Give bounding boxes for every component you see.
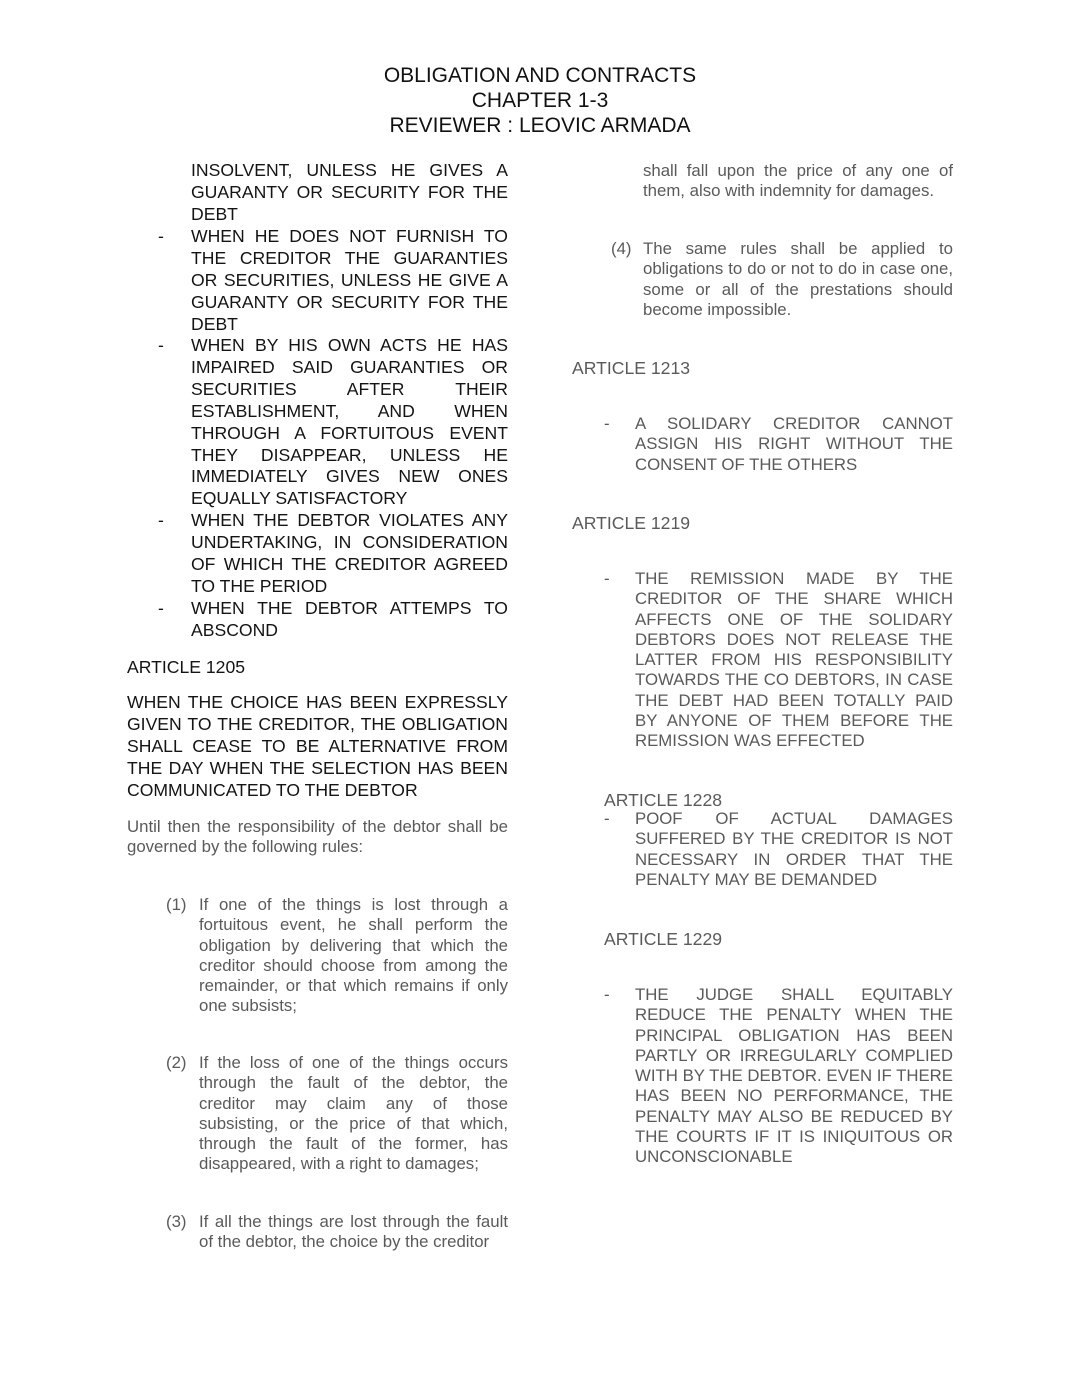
bullet-marker: - xyxy=(604,569,610,588)
list-item: WHEN THE DEBTOR VIOLATES ANY UNDERTAKING, IN CONSIDERATION OF WHICH THE CREDITOR AGREED TO THE PERIOD xyxy=(191,510,508,596)
document-title: OBLIGATION AND CONTRACTS xyxy=(383,64,697,87)
article-text: THE REMISSION MADE BY THE CREDITOR OF THE SHARE WHICH AFFECTS ONE OF THE SOLIDARY DEBTORS DOES NOT RELEASE THE LATTER FROM HIS RESPONSIBILITY TOWARDS THE CO DEBTORS, IN CASE THE DEBT HAD BEEN TOTALLY PAID BY ANYONE OF THEM BEFORE THE REMISSION WAS EFFECTED xyxy=(635,569,953,751)
bullet-marker: - xyxy=(158,226,164,246)
list-item: WHEN BY HIS OWN ACTS HE HAS IMPAIRED SAID GUARANTIES OR SECURITIES AFTER THEIR ESTABLISHMENT, AND WHEN THROUGH A FORTUITOUS EVENT THEY DISAPPEAR, UNLESS HE IMMEDIATELY GIVES NEW ONES EQUALLY SATISFACTORY xyxy=(191,335,508,509)
rule-continuation: shall fall upon the price of any one of them, also with indemnity for damages. xyxy=(643,161,953,201)
rule-number: (4) xyxy=(611,239,632,258)
reviewer-line: REVIEWER : LEOVIC ARMADA xyxy=(389,114,691,137)
article-text: THE JUDGE SHALL EQUITABLY REDUCE THE PENALTY WHEN THE PRINCIPAL OBLIGATION HAS BEEN PARTLY OR IRREGULARLY COMPLIED WITH BY THE DEBTOR. EVEN IF THERE HAS BEEN NO PERFORMANCE, THE PENALTY MAY ALSO BE REDUCED BY THE COURTS IF IT IS INIQUITOUS OR UNCONSCIONABLE xyxy=(635,985,953,1167)
article-heading: ARTICLE 1213 xyxy=(572,358,691,378)
article-text: A SOLIDARY CREDITOR CANNOT ASSIGN HIS RIGHT WITHOUT THE CONSENT OF THE OTHERS xyxy=(635,414,953,474)
intro-paragraph: Until then the responsibility of the debtor shall be governed by the following rules: xyxy=(127,817,508,857)
article-heading: ARTICLE 1205 xyxy=(127,657,246,677)
bullet-marker: - xyxy=(158,335,164,355)
continued-list-item: INSOLVENT, UNLESS HE GIVES A GUARANTY OR SECURITY FOR THE DEBT xyxy=(191,160,508,224)
rule-text: The same rules shall be applied to obligations to do or not to do in case one, some or all of the prestations should become impossible. xyxy=(643,239,953,319)
bullet-marker: - xyxy=(158,510,164,530)
article-text: WHEN THE CHOICE HAS BEEN EXPRESSLY GIVEN TO THE CREDITOR, THE OBLIGATION SHALL CEASE TO BE ALTERNATIVE FROM THE DAY WHEN THE SELECTION HAS BEEN COMMUNICATED TO THE DEBTOR xyxy=(127,692,508,800)
chapter-subtitle: CHAPTER 1-3 xyxy=(471,89,609,112)
rule-text: If all the things are lost through the fault of the debtor, the choice by the creditor xyxy=(199,1212,508,1252)
list-item: WHEN HE DOES NOT FURNISH TO THE CREDITOR THE GUARANTIES OR SECURITIES, UNLESS HE GIVE A GUARANTY OR SECURITY FOR THE DEBT xyxy=(191,226,508,334)
rule-number: (3) xyxy=(166,1212,187,1231)
rule-number: (2) xyxy=(166,1053,187,1072)
rule-text: If the loss of one of the things occurs through the fault of the debtor, the creditor may claim any of those subsisting, or the price of that which, through the fault of the former, has disappeared, with a right to damages; xyxy=(199,1053,508,1174)
bullet-marker: - xyxy=(604,985,610,1004)
article-heading: ARTICLE 1228 xyxy=(604,790,723,810)
rule-number: (1) xyxy=(166,895,187,914)
article-text: POOF OF ACTUAL DAMAGES SUFFERED BY THE CREDITOR IS NOT NECESSARY IN ORDER THAT THE PENALTY MAY BE DEMANDED xyxy=(635,809,953,889)
list-item: WHEN THE DEBTOR ATTEMPS TO ABSCOND xyxy=(191,598,508,640)
bullet-marker: - xyxy=(158,598,164,618)
article-heading: ARTICLE 1219 xyxy=(572,513,691,533)
article-heading: ARTICLE 1229 xyxy=(604,929,723,949)
bullet-marker: - xyxy=(604,414,610,433)
bullet-marker: - xyxy=(604,809,610,828)
rule-text: If one of the things is lost through a fortuitous event, he shall perform the obligation by delivering that which the creditor should choose from among the remainder, or that which remains if only one subsists; xyxy=(199,895,508,1016)
